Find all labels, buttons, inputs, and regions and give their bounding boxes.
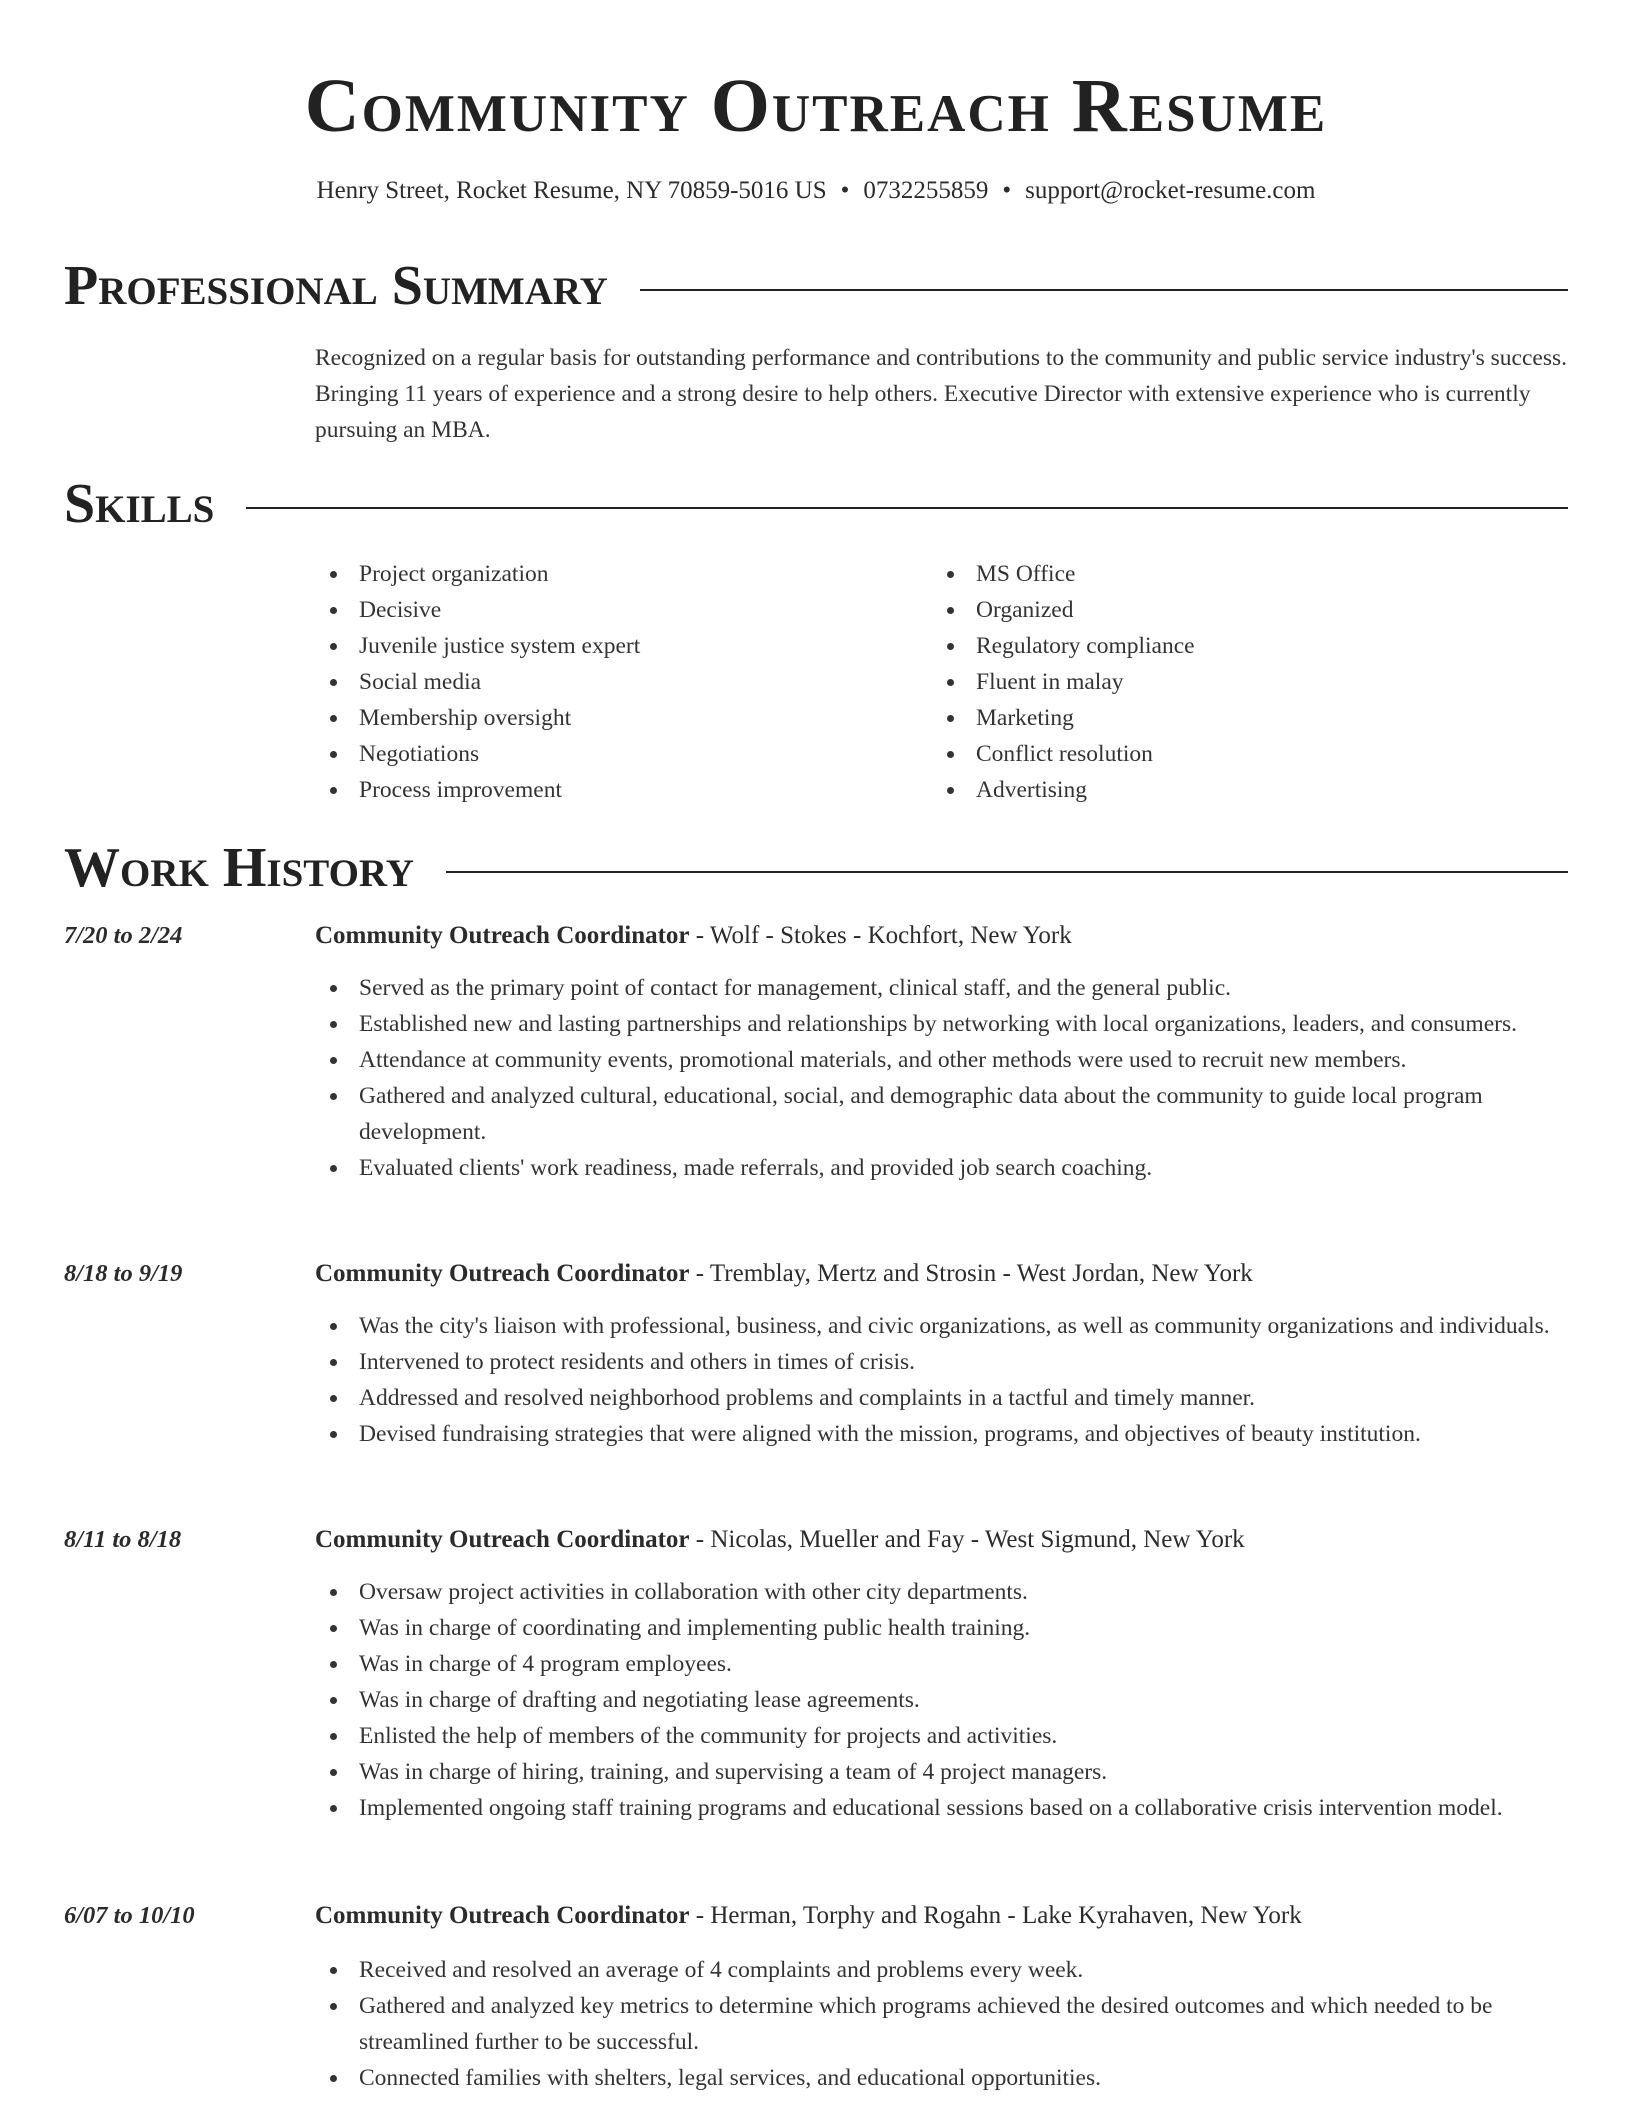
job-role: Community Outreach Coordinator	[315, 1260, 690, 1287]
summary-text: Recognized on a regular basis for outstanding performance and contributions to the community and public service industry's success. Bringing 11 years of experience and a strong desire to help others. Executive Director with extensive experience who is currently pursuing an MBA.	[315, 345, 1568, 443]
skill-item: Social media	[315, 664, 932, 700]
separator-bullet: •	[1002, 177, 1012, 204]
phone[interactable]: 0732255859	[863, 177, 989, 204]
job-company: - Herman, Torphy and Rogahn - Lake Kyrahaven, New York	[689, 1902, 1302, 1929]
job-role: Community Outreach Coordinator	[315, 1526, 690, 1553]
work-section-header	[64, 836, 1568, 900]
skill-item: Juvenile justice system expert	[315, 628, 932, 664]
skill-item: MS Office	[932, 556, 1549, 592]
job-dates: 7/20 to 2/24	[64, 922, 183, 949]
job-bullet: Addressed and resolved neighborhood problems and complaints in a tactful and timely manner.	[315, 1380, 1570, 1416]
skill-item: Conflict resolution	[932, 736, 1549, 772]
email[interactable]: support@rocket-resume.com	[1025, 177, 1316, 204]
job-bullet: Evaluated clients' work readiness, made referrals, and provided job search coaching.	[315, 1150, 1570, 1186]
job-bullet: Served as the primary point of contact for management, clinical staff, and the general public.	[315, 970, 1570, 1006]
skill-item: Advertising	[932, 772, 1549, 808]
job-dates: 8/18 to 9/19	[64, 1260, 183, 1287]
job-role: Community Outreach Coordinator	[315, 1902, 690, 1929]
job-bullet: Was in charge of coordinating and implementing public health training.	[315, 1610, 1570, 1646]
resume-title: Community Outreach Resume	[304, 64, 1328, 148]
job-title-line	[315, 1522, 1570, 1558]
job-bullet: Implemented ongoing staff training programs and educational sessions based on a collaborative crisis intervention model.	[315, 1790, 1570, 1826]
job-company: - Tremblay, Mertz and Strosin - West Jordan, New York	[689, 1260, 1253, 1287]
job-dates: 6/07 to 10/10	[64, 1902, 195, 1929]
job-bullet: Was in charge of drafting and negotiating lease agreements.	[315, 1682, 1570, 1718]
section-divider	[446, 871, 1568, 873]
skill-item: Organized	[932, 592, 1549, 628]
summary-heading: Professional Summary	[64, 255, 608, 317]
skill-item: Fluent in malay	[932, 664, 1549, 700]
job-bullet: Established new and lasting partnerships and relationships by networking with local organizations, leaders, and consumers.	[315, 1006, 1570, 1042]
skills-section-header	[64, 472, 1568, 536]
job-title-line	[315, 1256, 1570, 1292]
job-company: - Nicolas, Mueller and Fay - West Sigmund, New York	[689, 1526, 1245, 1553]
job-bullet: Was the city's liaison with professional, business, and civic organizations, as well as community organizations and individuals.	[315, 1308, 1570, 1344]
skill-item: Negotiations	[315, 736, 932, 772]
job-bullet: Intervened to protect residents and others in times of crisis.	[315, 1344, 1570, 1380]
work-heading: Work History	[64, 837, 414, 899]
section-divider	[246, 507, 1568, 509]
job-bullet: Enlisted the help of members of the community for projects and activities.	[315, 1718, 1570, 1754]
job-bullet: Attendance at community events, promotional materials, and other methods were used to recruit new members.	[315, 1042, 1570, 1078]
job-bullet: Gathered and analyzed cultural, educational, social, and demographic data about the community to guide local program development.	[315, 1078, 1570, 1150]
job-bullet: Was in charge of 4 program employees.	[315, 1646, 1570, 1682]
job-bullets	[315, 1308, 1570, 1452]
job-title-line	[315, 918, 1570, 954]
job-bullet: Was in charge of hiring, training, and supervising a team of 4 project managers.	[315, 1754, 1570, 1790]
skill-item: Decisive	[315, 592, 932, 628]
job-bullets	[315, 1574, 1570, 1826]
job-role: Community Outreach Coordinator	[315, 922, 690, 949]
skill-item: Process improvement	[315, 772, 932, 808]
contact-line	[0, 174, 1632, 208]
job-bullet: Received and resolved an average of 4 complaints and problems every week.	[315, 1952, 1570, 1988]
skill-item: Project organization	[315, 556, 932, 592]
section-divider	[640, 289, 1568, 291]
job-company: - Wolf - Stokes - Kochfort, New York	[689, 922, 1072, 949]
skills-column-left	[315, 556, 932, 808]
skill-item: Marketing	[932, 700, 1549, 736]
skills-heading: Skills	[64, 473, 215, 535]
job-bullet: Gathered and analyzed key metrics to determine which programs achieved the desired outcomes and which needed to be streamlined further to be successful.	[315, 1988, 1570, 2060]
skills-list	[315, 556, 1570, 808]
job-bullets	[315, 1952, 1570, 2096]
job-bullet: Oversaw project activities in collaboration with other city departments.	[315, 1574, 1570, 1610]
skills-column-right	[932, 556, 1549, 808]
summary-section-header	[64, 254, 1568, 318]
job-bullet: Devised fundraising strategies that were aligned with the mission, programs, and objectives of beauty institution.	[315, 1416, 1570, 1452]
skill-item: Regulatory compliance	[932, 628, 1549, 664]
job-bullet: Connected families with shelters, legal services, and educational opportunities.	[315, 2060, 1570, 2096]
job-dates: 8/11 to 8/18	[64, 1526, 182, 1553]
job-title-line	[315, 1898, 1570, 1934]
skill-item: Membership oversight	[315, 700, 932, 736]
separator-bullet: •	[840, 177, 850, 204]
job-bullets	[315, 970, 1570, 1186]
address: Henry Street, Rocket Resume, NY 70859-5016 US	[316, 177, 827, 204]
